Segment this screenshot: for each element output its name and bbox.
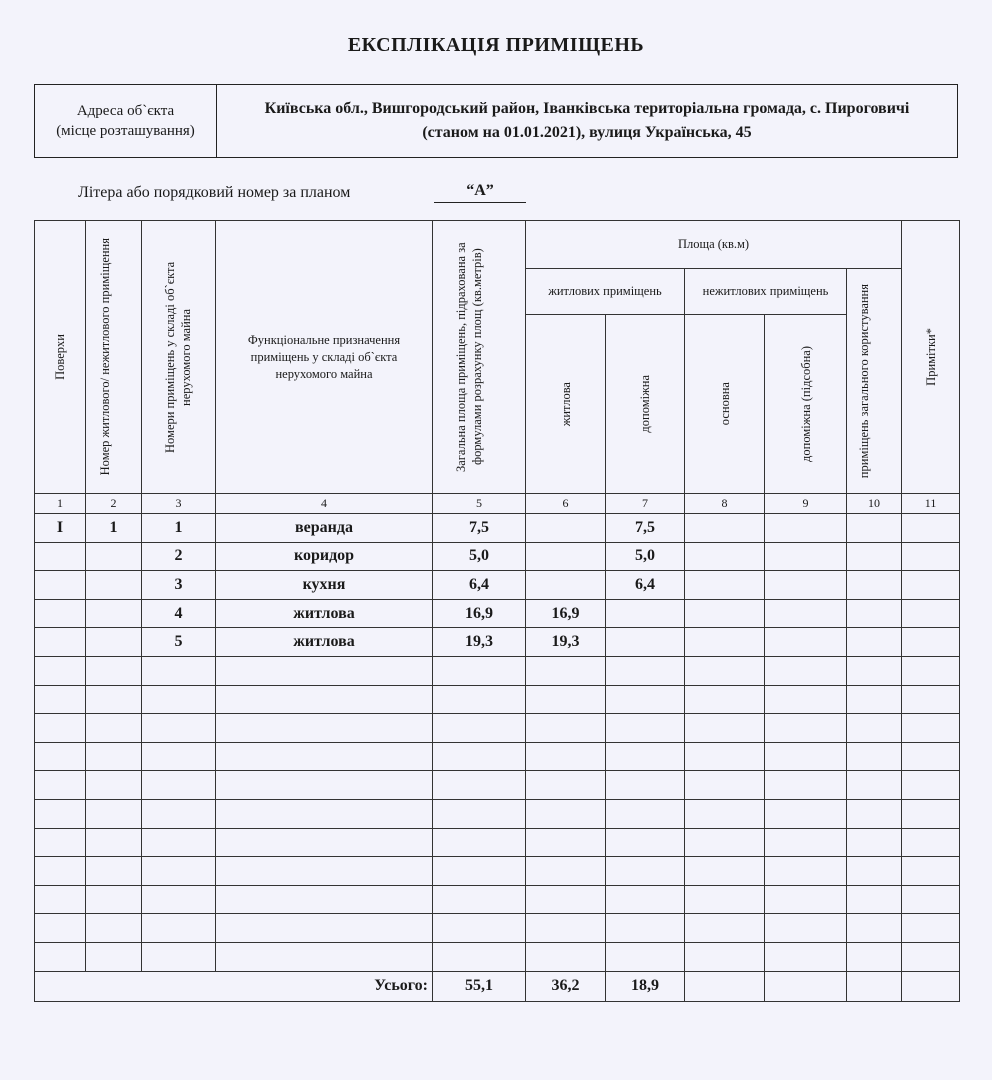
empty-row	[35, 714, 960, 743]
empty-cell	[86, 685, 142, 714]
empty-cell	[526, 799, 606, 828]
empty-cell	[765, 828, 847, 857]
cell-auxiliary	[606, 599, 685, 628]
cell-room: 4	[142, 599, 216, 628]
cell-total-area: 6,4	[433, 571, 526, 600]
table-row	[35, 514, 960, 543]
empty-cell	[606, 742, 685, 771]
total-area-sum: 55,1	[433, 971, 526, 1001]
empty-cell	[433, 799, 526, 828]
address-value-line1: Київська обл., Вишгородський район, Іванківська територіальна громада, с. Пироговичі	[264, 100, 910, 117]
empty-cell	[86, 857, 142, 886]
header-total-area: Загальна площа приміщень, підрахована за формулами розрахунку площ (кв.метрів)	[433, 221, 526, 494]
cell-aux-utility	[765, 514, 847, 543]
empty-cell	[216, 942, 433, 971]
cell-notes	[902, 571, 960, 600]
empty-cell	[606, 714, 685, 743]
cell-purpose: житлова	[216, 599, 433, 628]
cell-common-use	[847, 571, 902, 600]
empty-cell	[765, 714, 847, 743]
empty-cell	[902, 656, 960, 685]
empty-cell	[606, 685, 685, 714]
empty-cell	[142, 714, 216, 743]
cell-floor	[35, 628, 86, 657]
empty-row	[35, 885, 960, 914]
empty-cell	[902, 742, 960, 771]
empty-cell	[526, 685, 606, 714]
empty-row	[35, 857, 960, 886]
address-box	[34, 84, 958, 158]
total-empty-cell	[902, 971, 960, 1001]
empty-cell	[847, 656, 902, 685]
empty-cell	[86, 742, 142, 771]
empty-row	[35, 685, 960, 714]
cell-main	[685, 542, 765, 571]
header-purpose: Функціональне призначення приміщень у складі об`єкта нерухомого майна	[216, 221, 433, 494]
cell-total-area: 7,5	[433, 514, 526, 543]
cell-aux-utility	[765, 571, 847, 600]
empty-cell	[216, 857, 433, 886]
header-room-numbers: Номери приміщень у складі об`єкта нерухомого майна	[142, 221, 216, 494]
header-aux-utility: допоміжна (підсобна)	[765, 315, 847, 494]
empty-cell	[216, 828, 433, 857]
empty-cell	[35, 742, 86, 771]
address-value-line2: (станом на 01.01.2021), вулиця Українська, 45	[422, 124, 752, 141]
empty-cell	[142, 685, 216, 714]
column-number: 1	[35, 494, 86, 514]
cell-premise: 1	[86, 514, 142, 543]
empty-cell	[433, 914, 526, 943]
cell-common-use	[847, 542, 902, 571]
cell-living	[526, 542, 606, 571]
empty-cell	[35, 942, 86, 971]
empty-row	[35, 942, 960, 971]
address-label-line1: Адреса об`єкта	[76, 103, 175, 119]
cell-purpose: житлова	[216, 628, 433, 657]
empty-cell	[216, 656, 433, 685]
empty-cell	[35, 914, 86, 943]
empty-cell	[216, 885, 433, 914]
empty-cell	[433, 942, 526, 971]
empty-cell	[902, 771, 960, 800]
empty-cell	[86, 656, 142, 685]
empty-cell	[526, 714, 606, 743]
empty-cell	[847, 685, 902, 714]
empty-cell	[142, 771, 216, 800]
empty-cell	[765, 799, 847, 828]
empty-cell	[216, 714, 433, 743]
header-floors: Поверхи	[35, 221, 86, 494]
header-residential: житлових приміщень	[526, 269, 685, 315]
empty-cell	[765, 742, 847, 771]
empty-cell	[847, 885, 902, 914]
empty-cell	[433, 857, 526, 886]
empty-cell	[86, 885, 142, 914]
cell-notes	[902, 514, 960, 543]
cell-notes	[902, 542, 960, 571]
table-row	[35, 542, 960, 571]
empty-cell	[765, 942, 847, 971]
header-main: основна	[685, 315, 765, 494]
table-row	[35, 571, 960, 600]
empty-cell	[142, 942, 216, 971]
empty-cell	[216, 685, 433, 714]
empty-cell	[433, 685, 526, 714]
empty-cell	[86, 771, 142, 800]
cell-notes	[902, 628, 960, 657]
cell-total-area: 5,0	[433, 542, 526, 571]
cell-premise	[86, 571, 142, 600]
cell-common-use	[847, 599, 902, 628]
empty-cell	[685, 885, 765, 914]
column-number: 7	[606, 494, 685, 514]
header-premise-number: Номер житлового/ нежитлового приміщення	[86, 221, 142, 494]
empty-cell	[86, 942, 142, 971]
empty-cell	[35, 714, 86, 743]
empty-cell	[526, 771, 606, 800]
empty-cell	[685, 771, 765, 800]
empty-cell	[765, 885, 847, 914]
column-numbers-row	[35, 494, 960, 514]
column-number: 10	[847, 494, 902, 514]
empty-cell	[35, 685, 86, 714]
total-empty-cell	[685, 971, 765, 1001]
empty-cell	[433, 656, 526, 685]
cell-total-area: 19,3	[433, 628, 526, 657]
empty-cell	[526, 742, 606, 771]
empty-cell	[606, 771, 685, 800]
empty-cell	[142, 656, 216, 685]
cell-premise	[86, 542, 142, 571]
empty-cell	[606, 828, 685, 857]
header-living: житлова	[526, 315, 606, 494]
total-label: Усього:	[35, 971, 433, 1001]
empty-cell	[902, 914, 960, 943]
empty-row	[35, 828, 960, 857]
empty-cell	[606, 914, 685, 943]
empty-cell	[685, 714, 765, 743]
cell-auxiliary: 7,5	[606, 514, 685, 543]
cell-room: 1	[142, 514, 216, 543]
document-title: ЕКСПЛІКАЦІЯ ПРИМІЩЕНЬ	[347, 34, 645, 56]
column-number: 8	[685, 494, 765, 514]
empty-cell	[902, 714, 960, 743]
empty-cell	[35, 656, 86, 685]
cell-aux-utility	[765, 628, 847, 657]
cell-floor: I	[35, 514, 86, 543]
empty-cell	[216, 771, 433, 800]
empty-cell	[142, 828, 216, 857]
address-label	[35, 85, 217, 157]
total-empty-cell	[765, 971, 847, 1001]
empty-cell	[902, 885, 960, 914]
header-auxiliary: допоміжна	[606, 315, 685, 494]
cell-auxiliary: 6,4	[606, 571, 685, 600]
empty-cell	[902, 942, 960, 971]
cell-living	[526, 571, 606, 600]
empty-row	[35, 914, 960, 943]
empty-cell	[685, 828, 765, 857]
cell-premise	[86, 628, 142, 657]
address-label-line2: (місце розташування)	[56, 123, 195, 139]
empty-row	[35, 656, 960, 685]
empty-cell	[35, 885, 86, 914]
cell-floor	[35, 542, 86, 571]
empty-cell	[847, 771, 902, 800]
header-area-group: Площа (кв.м)	[526, 221, 902, 269]
empty-cell	[902, 828, 960, 857]
empty-cell	[847, 857, 902, 886]
empty-cell	[847, 742, 902, 771]
header-common-use: приміщень загального користування	[847, 269, 902, 494]
letter-value: “А”	[434, 182, 526, 203]
cell-purpose: кухня	[216, 571, 433, 600]
cell-room: 3	[142, 571, 216, 600]
cell-purpose: веранда	[216, 514, 433, 543]
address-value	[217, 85, 957, 157]
empty-cell	[86, 714, 142, 743]
empty-cell	[526, 857, 606, 886]
empty-cell	[685, 742, 765, 771]
column-number: 4	[216, 494, 433, 514]
empty-cell	[433, 885, 526, 914]
empty-cell	[606, 857, 685, 886]
empty-cell	[902, 857, 960, 886]
letter-label: Літера або порядковий номер за планом	[78, 184, 351, 201]
empty-cell	[35, 799, 86, 828]
empty-cell	[86, 828, 142, 857]
empty-cell	[685, 942, 765, 971]
empty-cell	[902, 799, 960, 828]
empty-row	[35, 799, 960, 828]
empty-cell	[526, 828, 606, 857]
empty-cell	[685, 685, 765, 714]
total-empty-cell	[847, 971, 902, 1001]
cell-main	[685, 514, 765, 543]
empty-cell	[433, 771, 526, 800]
cell-total-area: 16,9	[433, 599, 526, 628]
empty-cell	[526, 885, 606, 914]
empty-cell	[847, 799, 902, 828]
empty-cell	[526, 942, 606, 971]
empty-cell	[142, 742, 216, 771]
empty-cell	[86, 799, 142, 828]
cell-living: 16,9	[526, 599, 606, 628]
cell-aux-utility	[765, 599, 847, 628]
empty-cell	[216, 799, 433, 828]
cell-main	[685, 599, 765, 628]
cell-living	[526, 514, 606, 543]
empty-cell	[685, 656, 765, 685]
empty-cell	[35, 857, 86, 886]
cell-living: 19,3	[526, 628, 606, 657]
empty-cell	[433, 742, 526, 771]
empty-cell	[606, 799, 685, 828]
empty-cell	[526, 914, 606, 943]
empty-cell	[765, 771, 847, 800]
column-number: 9	[765, 494, 847, 514]
column-number: 2	[86, 494, 142, 514]
empty-row	[35, 771, 960, 800]
empty-cell	[86, 914, 142, 943]
cell-premise	[86, 599, 142, 628]
empty-cell	[847, 828, 902, 857]
empty-cell	[847, 714, 902, 743]
empty-cell	[765, 656, 847, 685]
cell-common-use	[847, 628, 902, 657]
cell-main	[685, 571, 765, 600]
cell-auxiliary: 5,0	[606, 542, 685, 571]
header-notes: Примітки*	[902, 221, 960, 494]
empty-cell	[685, 914, 765, 943]
empty-row	[35, 742, 960, 771]
cell-floor	[35, 599, 86, 628]
empty-cell	[685, 799, 765, 828]
empty-cell	[142, 799, 216, 828]
column-number: 11	[902, 494, 960, 514]
column-number: 5	[433, 494, 526, 514]
cell-room: 5	[142, 628, 216, 657]
empty-cell	[142, 885, 216, 914]
empty-cell	[142, 857, 216, 886]
header-nonresidential: нежитлових приміщень	[685, 269, 847, 315]
empty-cell	[606, 942, 685, 971]
empty-cell	[606, 656, 685, 685]
table-row	[35, 628, 960, 657]
table-row	[35, 599, 960, 628]
cell-auxiliary	[606, 628, 685, 657]
empty-cell	[35, 828, 86, 857]
empty-cell	[606, 885, 685, 914]
cell-notes	[902, 599, 960, 628]
column-number: 3	[142, 494, 216, 514]
empty-cell	[902, 685, 960, 714]
empty-cell	[765, 685, 847, 714]
explication-table	[34, 220, 960, 1002]
empty-cell	[216, 742, 433, 771]
cell-aux-utility	[765, 542, 847, 571]
cell-floor	[35, 571, 86, 600]
total-auxiliary-sum: 18,9	[606, 971, 685, 1001]
total-living-sum: 36,2	[526, 971, 606, 1001]
empty-cell	[433, 828, 526, 857]
empty-cell	[433, 714, 526, 743]
cell-common-use	[847, 514, 902, 543]
empty-cell	[216, 914, 433, 943]
total-row	[35, 971, 960, 1001]
empty-cell	[847, 942, 902, 971]
cell-room: 2	[142, 542, 216, 571]
empty-cell	[526, 656, 606, 685]
column-number: 6	[526, 494, 606, 514]
empty-cell	[685, 857, 765, 886]
cell-purpose: коридор	[216, 542, 433, 571]
cell-main	[685, 628, 765, 657]
empty-cell	[765, 857, 847, 886]
empty-cell	[765, 914, 847, 943]
empty-cell	[35, 771, 86, 800]
empty-cell	[142, 914, 216, 943]
empty-cell	[847, 914, 902, 943]
